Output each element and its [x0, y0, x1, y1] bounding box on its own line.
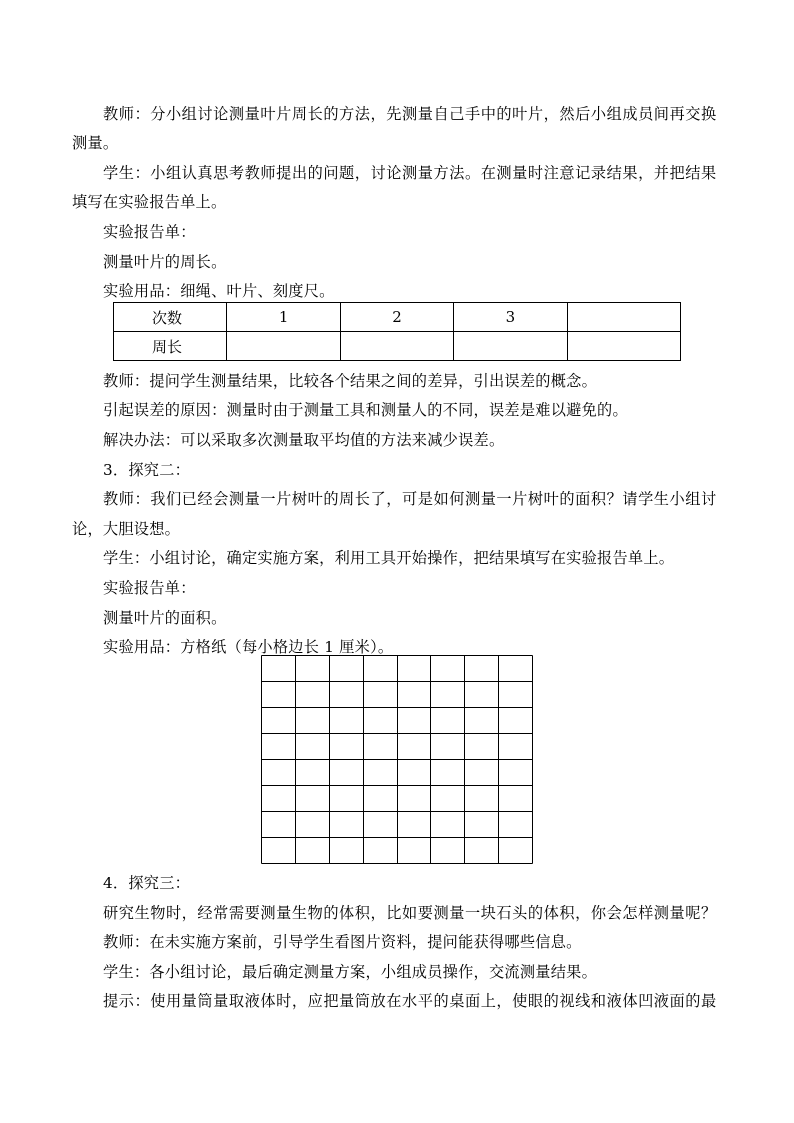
table-cell: 3: [454, 303, 567, 332]
section-heading-explore-3: 4．探究三：: [103, 874, 191, 892]
table-header-cell: 周长: [114, 332, 227, 361]
paragraph-teacher-pictures: 教师：在未实施方案前，引导学生看图片资料，提问能获得哪些信息。: [103, 933, 582, 951]
section-heading-explore-2: 3．探究二：: [103, 461, 191, 479]
paragraph-teacher-perimeter: 教师：分小组讨论测量叶片周长的方法，先测量自己手中的叶片，然后小组成员间再交换: [103, 105, 717, 123]
paragraph-solution: 解决办法：可以采取多次测量取平均值的方法来减少误差。: [103, 431, 505, 449]
paragraph-tip-cylinder: 提示：使用量筒量取液体时，应把量筒放在水平的桌面上，使眼的视线和液体凹液面的最: [103, 992, 717, 1010]
materials-perimeter: 实验用品：细绳、叶片、刻度尺。: [103, 282, 335, 300]
table-cell: [227, 332, 340, 361]
paragraph-error-cause: 引起误差的原因：测量时由于测量工具和测量人的不同，误差是难以避免的。: [103, 401, 628, 419]
square-grid-paper: [261, 655, 535, 867]
report-title-perimeter: 测量叶片的周长。: [103, 253, 227, 271]
paragraph-teacher-error: 教师：提问学生测量结果，比较各个结果之间的差异，引出误差的概念。: [103, 372, 597, 390]
table-cell: [454, 332, 567, 361]
report-sheet-label: 实验报告单：: [103, 579, 196, 597]
paragraph-student-groups: 学生：各小组讨论，最后确定测量方案，小组成员操作，交流测量结果。: [103, 963, 597, 981]
table-cell: [567, 332, 680, 361]
report-sheet-label: 实验报告单：: [103, 223, 196, 241]
paragraph-student-discuss: 学生：小组认真思考教师提出的问题，讨论测量方法。在测量时注意记录结果，并把结果: [103, 164, 717, 182]
perimeter-measurement-table: [113, 302, 681, 361]
paragraph-continuation: 测量。: [72, 134, 119, 152]
table-cell: [567, 303, 680, 332]
table-cell: 1: [227, 303, 340, 332]
table-row: [114, 303, 681, 332]
paragraph-continuation: 论，大胆设想。: [72, 520, 181, 538]
table-cell: 2: [340, 303, 453, 332]
table-row: [114, 332, 681, 361]
paragraph-volume-question: 研究生物时，经常需要测量生物的体积，比如要测量一块石头的体积，你会怎样测量呢？: [103, 904, 717, 922]
table-header-cell: 次数: [114, 303, 227, 332]
paragraph-teacher-area: 教师：我们已经会测量一片树叶的周长了，可是如何测量一片树叶的面积？请学生小组讨: [103, 490, 717, 508]
report-title-area: 测量叶片的面积。: [103, 609, 227, 627]
paragraph-student-operate: 学生：小组讨论，确定实施方案，利用工具开始操作，把结果填写在实验报告单上。: [103, 549, 675, 567]
paragraph-continuation: 填写在实验报告单上。: [72, 193, 227, 211]
table-cell: [340, 332, 453, 361]
materials-area: 实验用品：方格纸（每小格边长 1 厘米）。: [103, 638, 394, 656]
